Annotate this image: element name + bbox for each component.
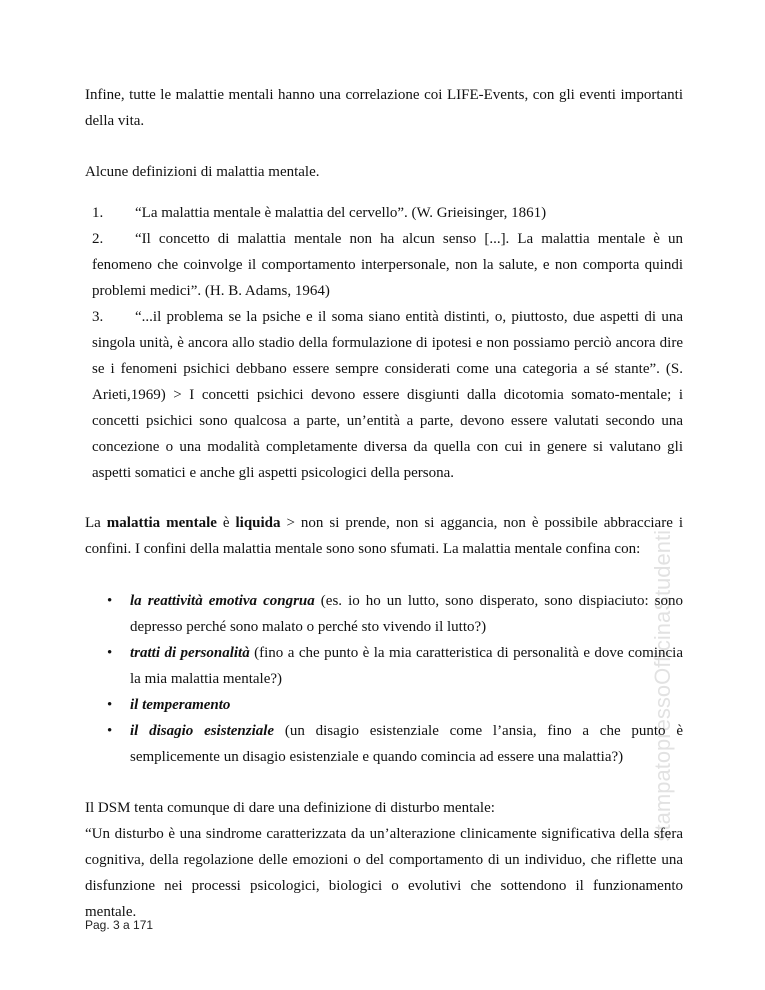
bullet-item (107, 718, 683, 770)
bullet-text: (fino a che punto è la mia caratteristica di personalità e dove comincia la mia malattia mentale?) (130, 645, 683, 687)
bullet-text: (es. io ho un lutto, sono disperato, sono dispiaciuto: sono depresso perché sono malato o perché sto vivendo il lutto?) (130, 593, 683, 635)
definition-item (92, 226, 683, 304)
definition-item (92, 200, 683, 226)
bullet-item (107, 588, 683, 640)
intro-paragraph: Infine, tutte le malattie mentali hanno una correlazione coi LIFE-Events, con gli eventi importanti della vita. (85, 87, 683, 129)
item-number: 1. (92, 205, 104, 221)
bullet-term: il temperamento (130, 697, 231, 713)
dsm-intro: Il DSM tenta comunque di dare una definizione di disturbo mentale: (85, 800, 495, 816)
item-text: “La malattia mentale è malattia del cervello”. (W. Grieisinger, 1861) (135, 205, 547, 221)
bullet-item (107, 692, 683, 718)
item-text: “Il concetto di malattia mentale non ha alcun senso [...]. La malattia mentale è un fenomeno che coinvolge il comportamento interpersonale, non la salute, e non comporta quindi problemi medici”. (H. B. Adams, 1964) (92, 231, 683, 299)
item-number: 3. (92, 309, 104, 325)
page-number: Pag. 3 a 171 (85, 918, 154, 932)
bullet-term: tratti di personalità (130, 645, 250, 661)
bold-term: malattia mentale (106, 515, 217, 531)
bullet-text: (un disagio esistenziale come l’ansia, fino a che punto è semplicemente un disagio esistenziale e quando comincia ad essere una malattia?) (130, 723, 683, 765)
dsm-quote: “Un disturbo è una sindrome caratterizzata da un’alterazione clinicamente significativa della sfera cognitiva, della regolazione delle emozioni o del comportamento di un individuo, che riflette una disfunzione nei processi psicologici, biologici o evolutivi che sottendono il funzionamento mentale. (85, 826, 683, 920)
bullet-term: il disagio esistenziale (130, 723, 275, 739)
item-text: “...il problema se la psiche e il soma siano entità distinti, o, piuttosto, due aspetti di una singola unità, è ancora allo stadio della formulazione di ipotesi e non possiamo perciò ancora dire se i fenomeni psichici debbano essere sempre considerati come una categoria a sé stante”. (S. Arieti,1969) > I concetti psichici devono essere disgiunti dalla dicotomia somato-mentale; i concetti psichici sono qualcosa a parte, un’entità a parte, devono essere valutati secondo una concezione o una modalità completamente diversa da quella con cui in genere si valutano gli aspetti somatici e anche gli aspetti psicologici della persona. (92, 309, 683, 481)
definitions-heading: Alcune definizioni di malattia mentale. (85, 164, 320, 180)
bullet-icon: • (107, 723, 113, 739)
bullet-term: la reattività emotiva congrua (130, 593, 315, 609)
item-number: 2. (92, 231, 104, 247)
definition-item (92, 304, 683, 486)
text: La (85, 515, 107, 531)
bullet-item (107, 640, 683, 692)
watermark: stampatopressoOfficinaStudenti (650, 530, 675, 842)
text: > non si prende, non si aggancia, non è possibile abbracciare i confini. I confini della malattia mentale sono sono sfumati. La malattia mentale confina con: (85, 515, 683, 557)
bullet-icon: • (107, 645, 113, 661)
liquid-paragraph (85, 510, 683, 562)
bold-term: liquida (235, 515, 281, 531)
bullet-icon: • (107, 593, 113, 609)
bullet-icon: • (107, 697, 113, 713)
text: è (216, 515, 236, 531)
